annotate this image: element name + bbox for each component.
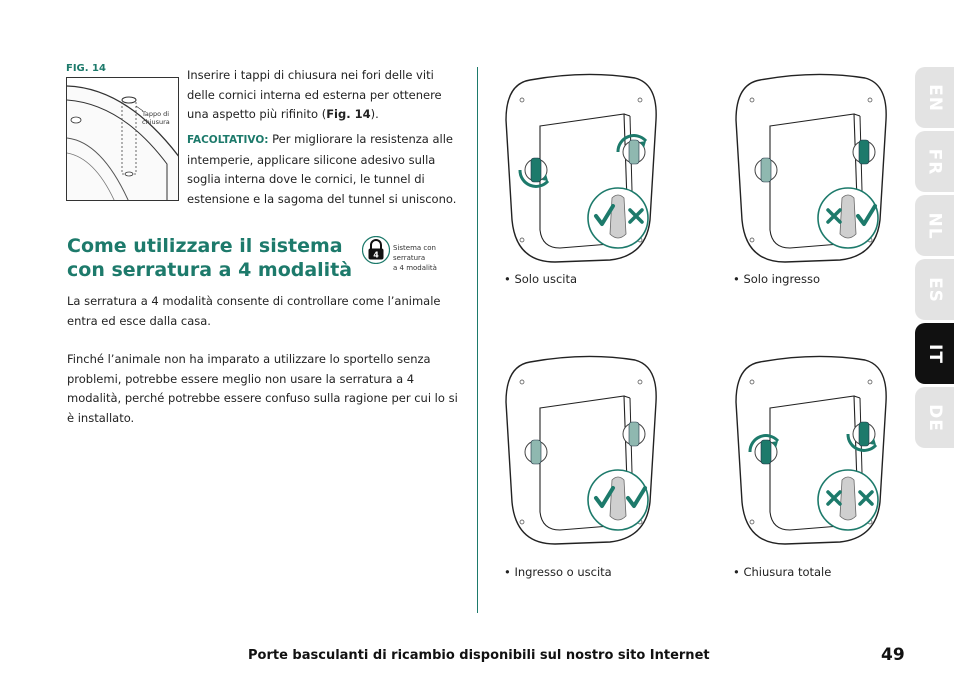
optional-label: FACOLTATIVO: xyxy=(187,134,269,146)
mode-panel-locked xyxy=(730,352,896,548)
mode-caption-entry-only: • Solo ingresso xyxy=(733,272,821,286)
mode-caption-in-or-out: • Ingresso o uscita xyxy=(504,565,612,579)
footer-text: Porte basculanti di ricambio disponibili sul nostro sito Internet xyxy=(248,648,710,663)
column-divider xyxy=(477,67,478,613)
tab-es[interactable]: ES xyxy=(915,259,954,320)
section-heading: Come utilizzare il sistema con serratura a 4 modalità xyxy=(67,235,353,281)
page-number: 49 xyxy=(881,645,905,665)
figure-label: FIG. 14 xyxy=(66,63,106,74)
body-paragraph-2: Finché l’animale non ha imparato a utilizzare lo sportello senza problemi, potrebbe essere meglio non usare la serratura a 4 modalità, perché potrebbe essere confuso sulla ragione per cui lo si è installato. xyxy=(67,352,458,425)
callout-line1: Tappo di xyxy=(142,110,170,118)
callout-line2: chiusura xyxy=(142,118,170,126)
figure-14-illustration xyxy=(66,77,179,201)
lock-icon xyxy=(362,236,390,264)
mode-panel-exit-only xyxy=(500,70,666,266)
tab-de[interactable]: DE xyxy=(915,387,954,448)
intro-paragraph: Inserire i tappi di chiusura nei fori delle viti delle cornici interna ed esterna per ottenere una aspetto più rifinito (Fig. 14). xyxy=(187,68,442,121)
optional-paragraph: FACOLTATIVO: Per migliorare la resistenza alle intemperie, applicare silicone adesivo sulla soglia interna dove le cornici, le tunnel di estensione e la sagoma del tunnel si uniscono. xyxy=(187,132,457,206)
lock-caption: Sistema con serratura a 4 modalità xyxy=(393,244,437,272)
tab-nl[interactable]: NL xyxy=(915,195,954,256)
mode-caption-locked: • Chiusura totale xyxy=(733,565,832,579)
mode-panel-entry-only xyxy=(730,70,896,266)
mode-caption-exit-only: • Solo uscita xyxy=(504,272,578,286)
tab-en[interactable]: EN xyxy=(915,67,954,128)
tab-fr[interactable]: FR xyxy=(915,131,954,192)
body-paragraph-1: La serratura a 4 modalità consente di controllare come l’animale entra ed esce dalla casa. xyxy=(67,294,441,328)
mode-panel-in-or-out xyxy=(500,352,666,548)
tab-it[interactable]: IT xyxy=(915,323,954,384)
lock-number: 4 xyxy=(373,250,379,260)
fig-reference: Fig. 14 xyxy=(326,107,371,121)
